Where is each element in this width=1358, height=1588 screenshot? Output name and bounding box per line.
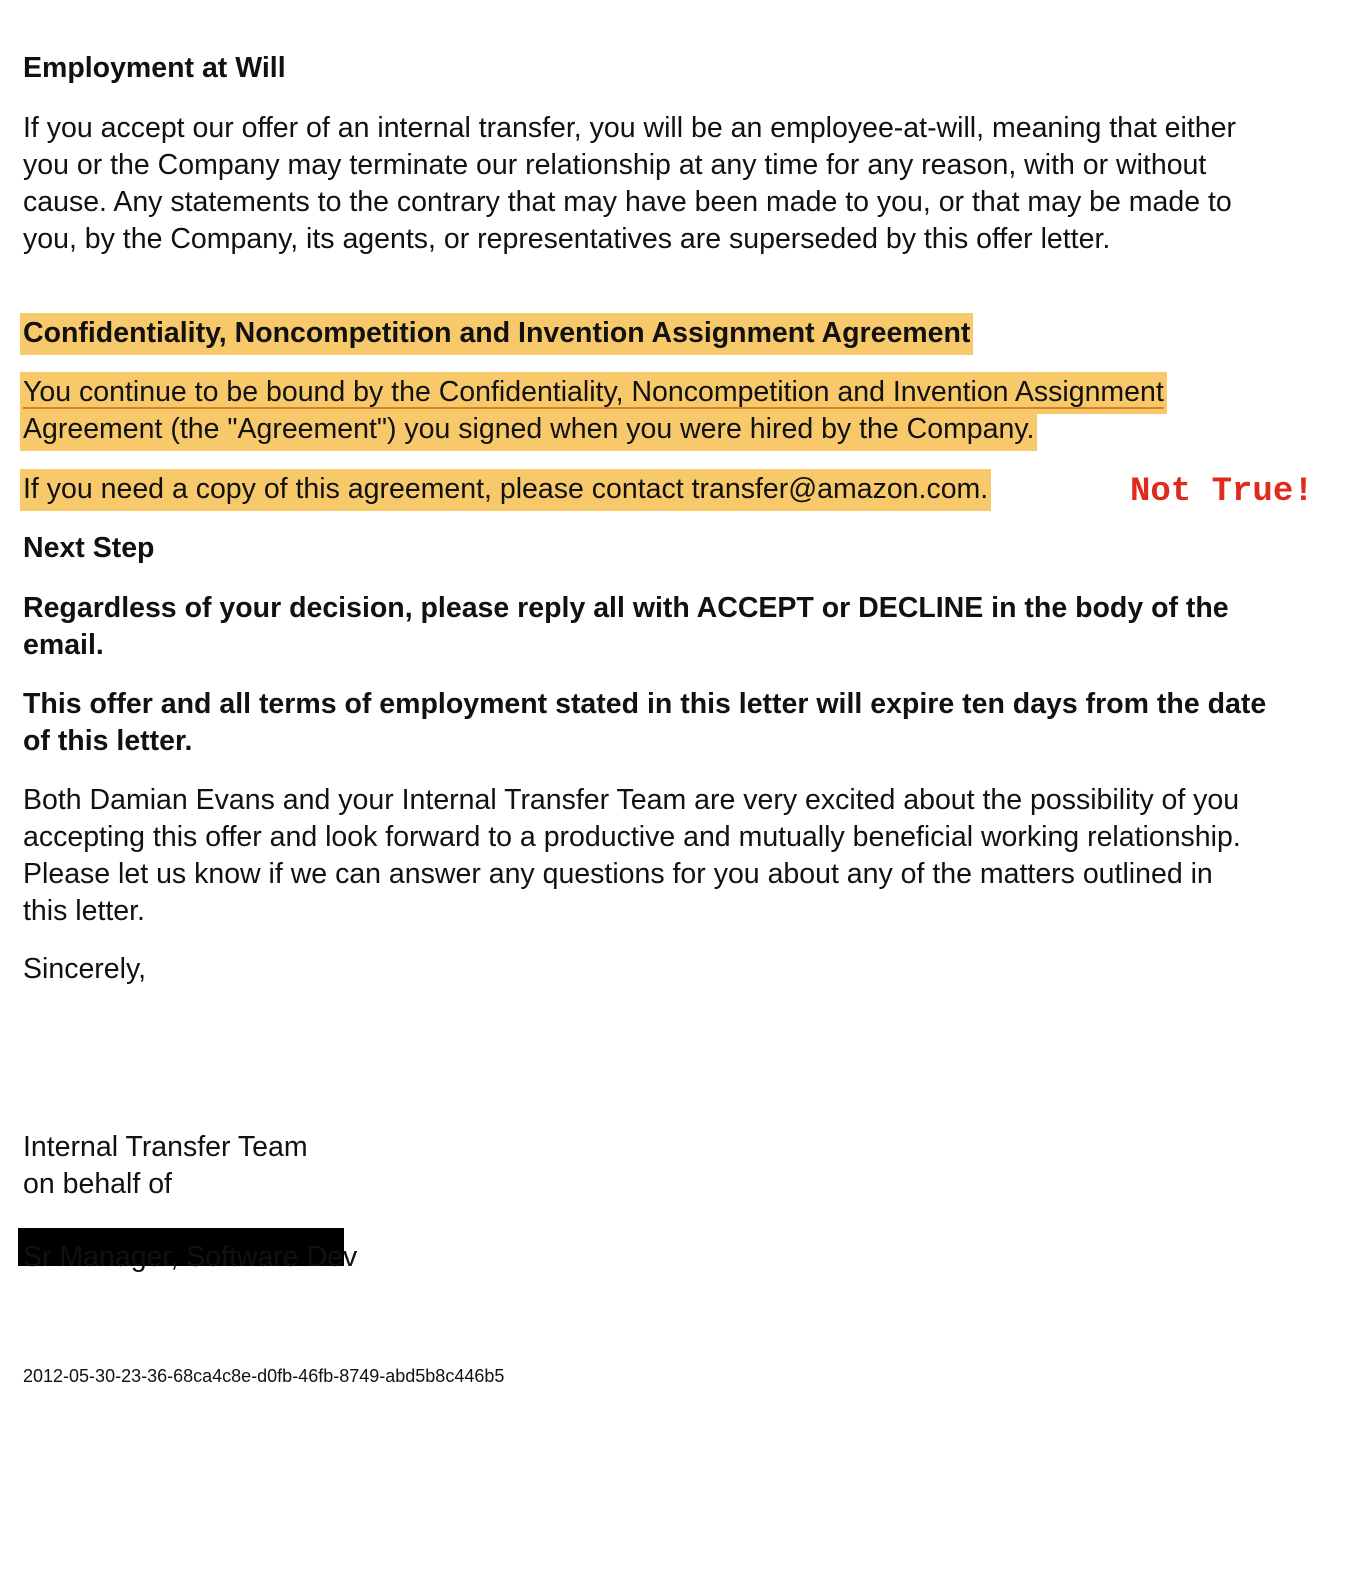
copy-request-paragraph xyxy=(23,471,1123,508)
confidentiality-line-1: You continue to be bound by the Confidentiality, Noncompetition and Invention Assignment xyxy=(20,372,1167,414)
signature-team: Internal Transfer Team xyxy=(23,1131,308,1163)
employment-heading: Employment at Will xyxy=(23,52,286,84)
next-step-heading: Next Step xyxy=(23,532,155,564)
copy-request-highlight: If you need a copy of this agreement, please contact transfer@amazon.com. xyxy=(20,469,991,511)
confidentiality-paragraph xyxy=(23,374,1323,448)
reply-instruction: Regardless of your decision, please reply all with ACCEPT or DECLINE in the body of the email. xyxy=(23,592,1229,661)
confidentiality-line-2: Agreement (the "Agreement") you signed when you were hired by the Company. xyxy=(20,409,1037,451)
closing-paragraph: Both Damian Evans and your Internal Transfer Team are very excited about the possibility of you accepting this offer and look forward to a productive and mutually beneficial working relationship. Please let us know if we can answer any questions for you about any of the matters outlined in this letter. xyxy=(23,784,1241,927)
confidentiality-heading-highlight: Confidentiality, Noncompetition and Invention Assignment Agreement xyxy=(20,313,973,355)
signature-on-behalf: on behalf of xyxy=(23,1168,172,1200)
not-true-annotation: Not True! xyxy=(1130,473,1314,511)
signature-title: Sr Manager, Software Dev xyxy=(23,1241,358,1273)
confidentiality-heading xyxy=(23,315,1323,352)
salutation: Sincerely, xyxy=(23,953,147,985)
document-id: 2012-05-30-23-36-68ca4c8e-d0fb-46fb-8749-abd5b8c446b5 xyxy=(23,1366,505,1386)
expiry-notice: This offer and all terms of employment stated in this letter will expire ten days from the date of this letter. xyxy=(23,688,1267,757)
employment-paragraph: If you accept our offer of an internal transfer, you will be an employee-at-will, meaning that either you or the Company may terminate our relationship at any time for any reason, with or without cause. Any statements to the contrary that may have been made to you, or that may be made to you, by the Company, its agents, or representatives are superseded by this offer letter. xyxy=(23,112,1236,255)
